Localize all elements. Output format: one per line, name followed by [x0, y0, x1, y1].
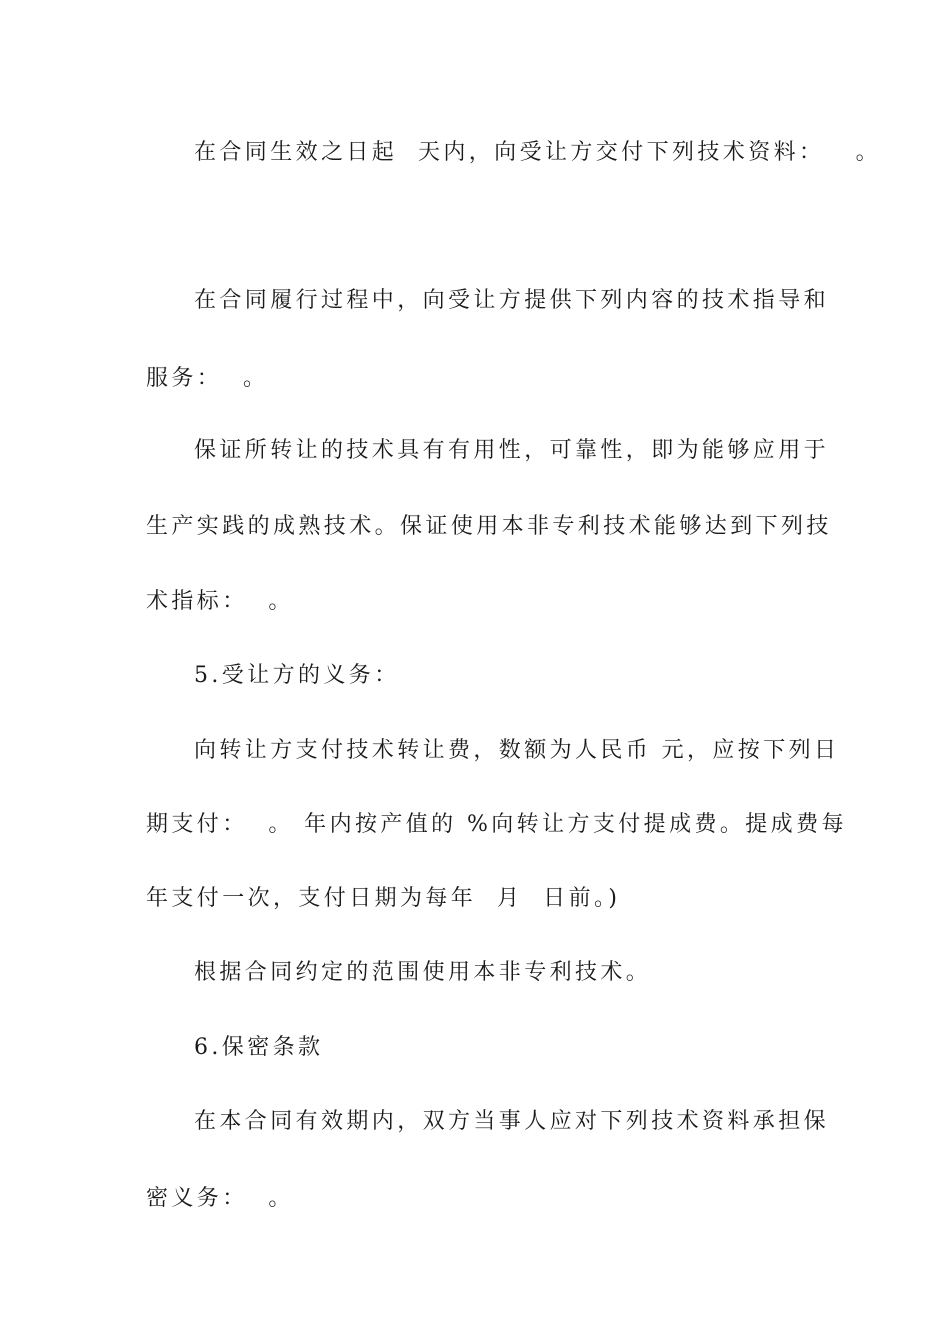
paragraph-confidentiality-line-1: 在本合同有效期内，双方当事人应对下列技术资料承担保 [194, 1109, 830, 1134]
paragraph-guidance-line-2: 服务： 。 [146, 366, 269, 391]
section-heading-confidentiality: 6.保密条款 [194, 1035, 324, 1060]
paragraph-guarantee-line-1: 保证所转让的技术具有有用性，可靠性，即为能够应用于 [194, 438, 830, 463]
paragraph-payment-line-3: 年支付一次，支付日期为每年 月 日前。) [146, 886, 621, 911]
paragraph-payment-line-1: 向转让方支付技术转让费，数额为人民币 元，应按下列日 [194, 738, 840, 763]
paragraph-scope: 根据合同约定的范围使用本非专利技术。 [194, 960, 652, 985]
paragraph-guarantee-line-3: 术指标： 。 [146, 589, 294, 614]
paragraph-guidance-line-1: 在合同履行过程中，向受让方提供下列内容的技术指导和 [194, 288, 830, 313]
section-heading-obligations: 5.受让方的义务： [194, 663, 400, 688]
paragraph-delivery-line: 在合同生效之日起 天内，向受让方交付下列技术资料： 。 [194, 140, 881, 165]
paragraph-guarantee-line-2: 生产实践的成熟技术。保证使用本非专利技术能够达到下列技 [146, 514, 832, 539]
paragraph-confidentiality-line-2: 密义务： 。 [146, 1186, 294, 1211]
paragraph-payment-line-2: 期支付： 。 年内按产值的 %向转让方支付提成费。提成费每 [146, 812, 847, 837]
